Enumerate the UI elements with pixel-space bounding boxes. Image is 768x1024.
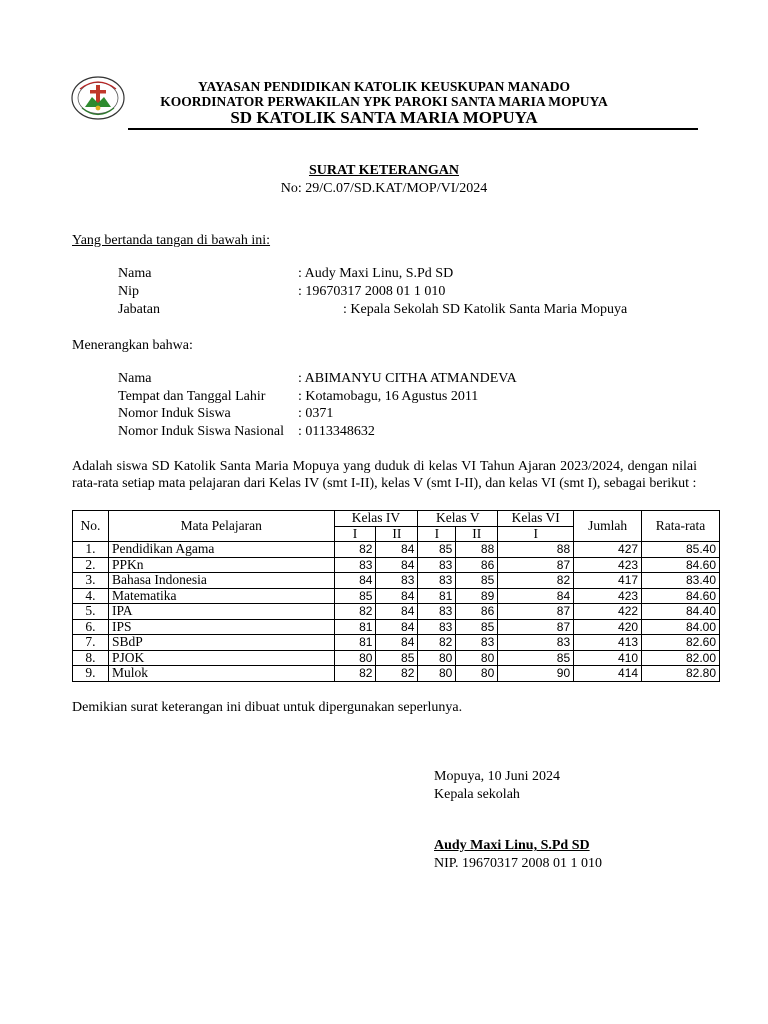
coordinator-name: KOORDINATOR PERWAKILAN YPK PAROKI SANTA MARIA MOPUYA (160, 94, 608, 109)
header-semester: II (456, 526, 498, 542)
total-cell: 422 (574, 604, 642, 620)
declares-text: Menerangkan bahwa: (72, 338, 193, 353)
grade-cell: 82 (334, 604, 376, 620)
total-cell: 423 (574, 588, 642, 604)
signature-nip: NIP. 19670317 2008 01 1 010 (434, 856, 603, 871)
total-cell: 410 (574, 650, 642, 666)
grade-cell: 82 (498, 573, 574, 589)
signature-name: Audy Maxi Linu, S.Pd SD (434, 838, 590, 853)
average-cell: 83.40 (642, 573, 720, 589)
grade-cell: 85 (418, 542, 456, 558)
letter-number: No: 29/C.07/SD.KAT/MOP/VI/2024 (280, 181, 488, 196)
table-row (73, 542, 720, 558)
school-name: SD KATOLIK SANTA MARIA MOPUYA (230, 108, 538, 127)
closing-text: Demikian surat keterangan ini dibuat untuk dipergunakan seperlunya. (72, 700, 463, 715)
place-date: Mopuya, 10 Juni 2024 (434, 769, 560, 784)
header-total: Jumlah (574, 511, 642, 542)
nis-label: Nomor Induk Siswa (118, 406, 231, 421)
nisn-label: Nomor Induk Siswa Nasional (118, 424, 285, 439)
letter-title: SURAT KETERANGAN (308, 163, 459, 178)
grade-cell: 89 (456, 588, 498, 604)
grade-cell: 80 (334, 650, 376, 666)
grade-cell: 82 (376, 666, 418, 682)
birth-label: Tempat dan Tanggal Lahir (118, 389, 266, 404)
nis-value: : 0371 (298, 406, 334, 421)
header-average: Rata-rata (642, 511, 720, 542)
grade-cell: 87 (498, 557, 574, 573)
header-semester: I (498, 526, 574, 542)
signer-name-value: : Audy Maxi Linu, S.Pd SD (298, 266, 454, 281)
signer-nip-value: : 19670317 2008 01 1 010 (298, 284, 446, 299)
row-number: 2. (73, 557, 109, 573)
grade-cell: 84 (334, 573, 376, 589)
grade-cell: 84 (376, 604, 418, 620)
signer-name-label: Nama (118, 266, 152, 281)
average-cell: 84.60 (642, 588, 720, 604)
header-kelas-v: Kelas V (418, 511, 498, 527)
table-row (73, 604, 720, 620)
row-number: 3. (73, 573, 109, 589)
grade-cell: 85 (456, 573, 498, 589)
subject-name: SBdP (108, 635, 334, 651)
header-divider (128, 128, 698, 130)
average-cell: 82.60 (642, 635, 720, 651)
row-number: 6. (73, 619, 109, 635)
birth-value: : Kotamobagu, 16 Agustus 2011 (298, 389, 479, 404)
average-cell: 84.40 (642, 604, 720, 620)
table-row (73, 650, 720, 666)
table-row (73, 635, 720, 651)
row-number: 8. (73, 650, 109, 666)
row-number: 9. (73, 666, 109, 682)
average-cell: 82.80 (642, 666, 720, 682)
grade-cell: 86 (456, 557, 498, 573)
grade-cell: 81 (334, 619, 376, 635)
grade-cell: 80 (456, 666, 498, 682)
table-row (73, 666, 720, 682)
grade-cell: 83 (418, 619, 456, 635)
grade-cell: 82 (334, 542, 376, 558)
total-cell: 427 (574, 542, 642, 558)
table-row (73, 588, 720, 604)
grade-cell: 83 (418, 604, 456, 620)
header-semester: I (418, 526, 456, 542)
grade-cell: 80 (418, 666, 456, 682)
grade-cell: 83 (334, 557, 376, 573)
total-cell: 420 (574, 619, 642, 635)
total-cell: 423 (574, 557, 642, 573)
average-cell: 82.00 (642, 650, 720, 666)
grade-cell: 81 (418, 588, 456, 604)
student-name-label: Nama (118, 371, 152, 386)
grade-cell: 83 (456, 635, 498, 651)
grade-cell: 83 (418, 557, 456, 573)
statement-paragraph: Adalah siswa SD Katolik Santa Maria Mopuya yang duduk di kelas VI Tahun Ajaran 2023/2024, dengan nilai rata-rata setiap mata pelajaran dari Kelas IV (smt I-II), kelas V (smt I-II), dan kelas VI (smt I), sebagai berikut : (72, 459, 697, 491)
grade-cell: 82 (418, 635, 456, 651)
row-number: 5. (73, 604, 109, 620)
average-cell: 84.00 (642, 619, 720, 635)
grade-cell: 87 (498, 604, 574, 620)
table-row (73, 573, 720, 589)
grade-cell: 83 (376, 573, 418, 589)
grade-cell: 83 (418, 573, 456, 589)
header-no: No. (73, 511, 109, 542)
grade-cell: 85 (498, 650, 574, 666)
grade-cell: 88 (498, 542, 574, 558)
subject-name: Bahasa Indonesia (108, 573, 334, 589)
table-header-row (73, 511, 720, 527)
row-number: 1. (73, 542, 109, 558)
grade-cell: 85 (334, 588, 376, 604)
average-cell: 84.60 (642, 557, 720, 573)
subject-name: Pendidikan Agama (108, 542, 334, 558)
average-cell: 85.40 (642, 542, 720, 558)
grade-cell: 83 (498, 635, 574, 651)
table-row (73, 619, 720, 635)
subject-name: Matematika (108, 588, 334, 604)
subject-name: Mulok (108, 666, 334, 682)
grade-cell: 82 (334, 666, 376, 682)
nisn-value: : 0113348632 (298, 424, 375, 439)
grade-cell: 84 (376, 635, 418, 651)
grade-cell: 85 (376, 650, 418, 666)
signer-role: Kepala sekolah (434, 787, 520, 802)
grade-cell: 87 (498, 619, 574, 635)
grade-cell: 81 (334, 635, 376, 651)
total-cell: 413 (574, 635, 642, 651)
subject-name: PPKn (108, 557, 334, 573)
foundation-name: YAYASAN PENDIDIKAN KATOLIK KEUSKUPAN MANADO (197, 79, 571, 94)
grade-cell: 84 (376, 542, 418, 558)
grade-cell: 85 (456, 619, 498, 635)
grade-cell: 86 (456, 604, 498, 620)
grade-cell: 84 (376, 588, 418, 604)
header-semester: I (334, 526, 376, 542)
grade-cell: 90 (498, 666, 574, 682)
subject-name: PJOK (108, 650, 334, 666)
student-name-value: : ABIMANYU CITHA ATMANDEVA (298, 371, 517, 386)
grade-cell: 84 (376, 557, 418, 573)
grade-cell: 80 (418, 650, 456, 666)
table-row (73, 557, 720, 573)
header-semester: II (376, 526, 418, 542)
subject-name: IPA (108, 604, 334, 620)
grades-table (72, 510, 720, 682)
signer-position-label: Jabatan (118, 302, 160, 317)
subject-name: IPS (108, 619, 334, 635)
grade-cell: 88 (456, 542, 498, 558)
total-cell: 414 (574, 666, 642, 682)
grade-cell: 84 (498, 588, 574, 604)
header-kelas-vi: Kelas VI (498, 511, 574, 527)
intro-text: Yang bertanda tangan di bawah ini: (72, 233, 271, 248)
signer-nip-label: Nip (118, 284, 139, 299)
row-number: 7. (73, 635, 109, 651)
header-subject: Mata Pelajaran (108, 511, 334, 542)
signer-position-value: : Kepala Sekolah SD Katolik Santa Maria Mopuya (343, 302, 628, 317)
total-cell: 417 (574, 573, 642, 589)
row-number: 4. (73, 588, 109, 604)
grade-cell: 84 (376, 619, 418, 635)
header-kelas-iv: Kelas IV (334, 511, 418, 527)
grade-cell: 80 (456, 650, 498, 666)
